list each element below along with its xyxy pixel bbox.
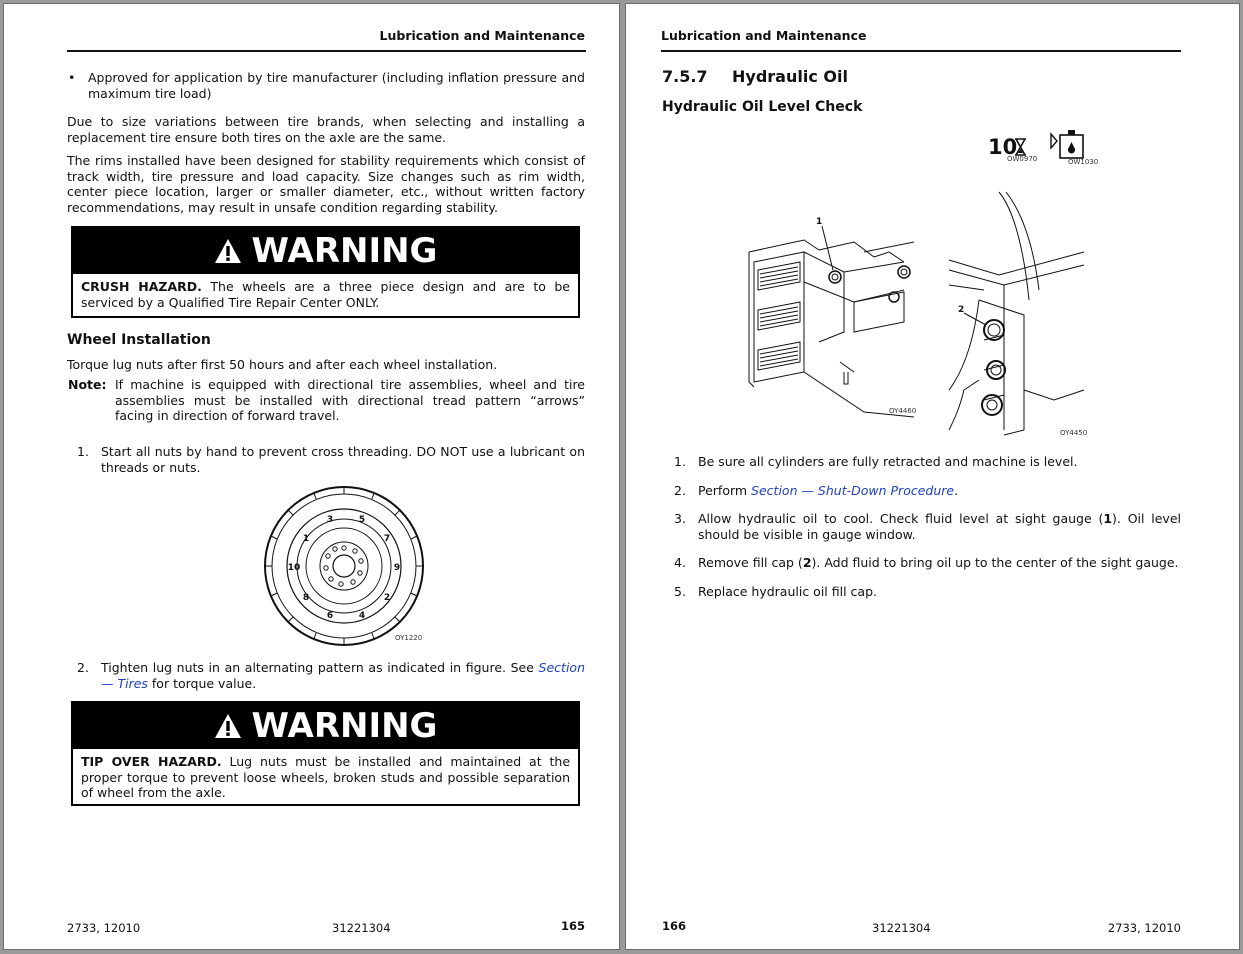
paragraph: Torque lug nuts after first 50 hours and after each wheel installation. — [67, 357, 498, 372]
warning-banner — [73, 228, 578, 274]
header-rule — [67, 50, 586, 52]
callout-number: 2 — [958, 305, 965, 315]
page-number: 166 — [662, 919, 687, 933]
page-header: Lubrication and Maintenance — [379, 28, 585, 43]
subsection-title: Hydraulic Oil Level Check — [662, 99, 863, 115]
step-item — [664, 584, 1181, 600]
note-text: If machine is equipped with directional tire assemblies, wheel and tire assemblies must be installed with directional tread pattern “arrows” facing in direction of forward travel. — [115, 377, 585, 423]
footer-part-number: 31221304 — [332, 921, 391, 935]
lug-number: 1 — [302, 534, 310, 544]
step-number: 4. — [674, 555, 686, 570]
warning-triangle-icon — [214, 713, 242, 739]
paragraph: Due to size variations between tire brands, when selecting and installing a replacement tire ensure both tires on the axle are the same. — [67, 114, 585, 145]
step-item — [664, 483, 1181, 499]
bullet-icon: • — [68, 70, 76, 85]
page-number: 165 — [560, 919, 585, 933]
step-item — [67, 660, 585, 691]
warning-box — [71, 226, 580, 318]
section-title: Wheel Installation — [67, 332, 211, 348]
lug-number: 10 — [287, 563, 301, 573]
callout-number: 1 — [816, 217, 823, 227]
warning-box — [71, 701, 580, 806]
step-text: for torque value. — [147, 675, 257, 691]
warning-lead: CRUSH HAZARD. — [81, 279, 202, 294]
shut-down-procedure-link[interactable]: Section — Shut-Down Procedure — [751, 482, 955, 498]
lug-number: 8 — [302, 593, 310, 603]
footer-model: 2733, 12010 — [67, 921, 141, 935]
warning-banner — [73, 703, 578, 749]
procedure-list — [664, 454, 1181, 599]
step-text: Remove fill cap ( — [698, 555, 803, 570]
figure-code: OY4450 — [1060, 429, 1088, 437]
footer-model: 2733, 12010 — [1107, 921, 1181, 935]
step-number: 5. — [674, 583, 686, 599]
warning-text — [73, 749, 578, 807]
warning-body: Lug nuts must be installed and maintained at the proper torque to prevent loose wheels, broken studs and possible separation of wheel from the axle. — [81, 754, 571, 800]
step-number: 2. — [77, 660, 89, 675]
step-text: Replace hydraulic oil fill cap. — [698, 583, 877, 599]
lug-number: 7 — [383, 534, 391, 544]
step-callout: 2 — [802, 555, 812, 570]
left-page — [3, 3, 620, 950]
step-text: ). Add fluid to bring oil up to the center of the sight gauge. — [811, 555, 1179, 570]
section-number: 7.5.7 — [662, 67, 708, 86]
right-page — [625, 3, 1240, 950]
warning-title: WARNING — [251, 706, 438, 746]
step-text: Start all nuts by hand to prevent cross threading. DO NOT use a lubricant on threads or nuts. — [101, 444, 585, 475]
lug-number: 4 — [358, 611, 366, 621]
step-text: Allow hydraulic oil to cool. Check fluid level at sight gauge ( — [698, 511, 1104, 526]
step-number: 2. — [674, 482, 686, 498]
step-callout: 1 — [1103, 511, 1113, 526]
step-text: Be sure all cylinders are fully retracted and machine is level. — [698, 454, 1078, 469]
step-text: Tighten lug nuts in an alternating pattern as indicated in figure. See — [101, 660, 539, 675]
hourglass-icon — [1014, 138, 1027, 156]
bullet-text: Approved for application by tire manufacturer (including inflation pressure and maximum tire load) — [88, 70, 585, 101]
header-rule — [661, 50, 1181, 52]
warning-body: The wheels are a three piece design and are to be serviced by a Qualified Tire Repair Center ONLY. — [81, 279, 570, 310]
section-title: Hydraulic Oil — [732, 67, 848, 86]
step-text: . — [954, 482, 959, 498]
icon-code: OW0970 — [1007, 155, 1038, 163]
step-text: Perform — [698, 482, 752, 498]
lug-number: 9 — [393, 563, 401, 573]
step-number: 3. — [674, 511, 686, 526]
bullet-item — [67, 70, 585, 101]
warning-text — [73, 274, 578, 316]
step-item — [664, 511, 1181, 542]
step-number: 1. — [674, 454, 686, 469]
warning-title: WARNING — [251, 231, 438, 271]
paragraph: The rims installed have been designed for stability requirements which consist of track width, tire pressure and load capacity. Size changes such as rim width, center piece location, larger or smaller diameter, etc., without written factory recommendations, may result in unsafe condition regarding stability. — [67, 153, 585, 215]
warning-triangle-icon — [214, 238, 242, 264]
footer-part-number: 31221304 — [872, 921, 931, 935]
lug-number: 3 — [326, 515, 334, 525]
step-item — [67, 444, 585, 475]
step-item — [664, 454, 1181, 470]
note-label: Note: — [68, 377, 107, 392]
sight-gauge-figure — [744, 212, 916, 420]
step-text: ). Oil level should be visible in gauge window. — [698, 511, 1181, 542]
lug-number: 5 — [358, 515, 366, 525]
lug-number: 2 — [383, 593, 391, 603]
step-number: 1. — [77, 444, 89, 459]
figure-code: OY4460 — [889, 407, 917, 415]
warning-lead: TIP OVER HAZARD. — [81, 754, 222, 769]
lug-number: 6 — [326, 611, 334, 621]
fill-cap-figure — [944, 190, 1086, 438]
note — [67, 377, 585, 424]
section-tires-link[interactable]: Section — Tires — [101, 660, 585, 691]
hydraulic-oil-reservoir-icon — [1050, 128, 1086, 160]
figure-code: OY1220 — [395, 634, 423, 642]
page-header: Lubrication and Maintenance — [661, 28, 867, 43]
interval-hours: 10 — [988, 135, 1018, 159]
wheel-lug-pattern-figure — [260, 484, 428, 646]
icon-code: OW1030 — [1068, 158, 1099, 166]
step-item — [664, 555, 1181, 571]
